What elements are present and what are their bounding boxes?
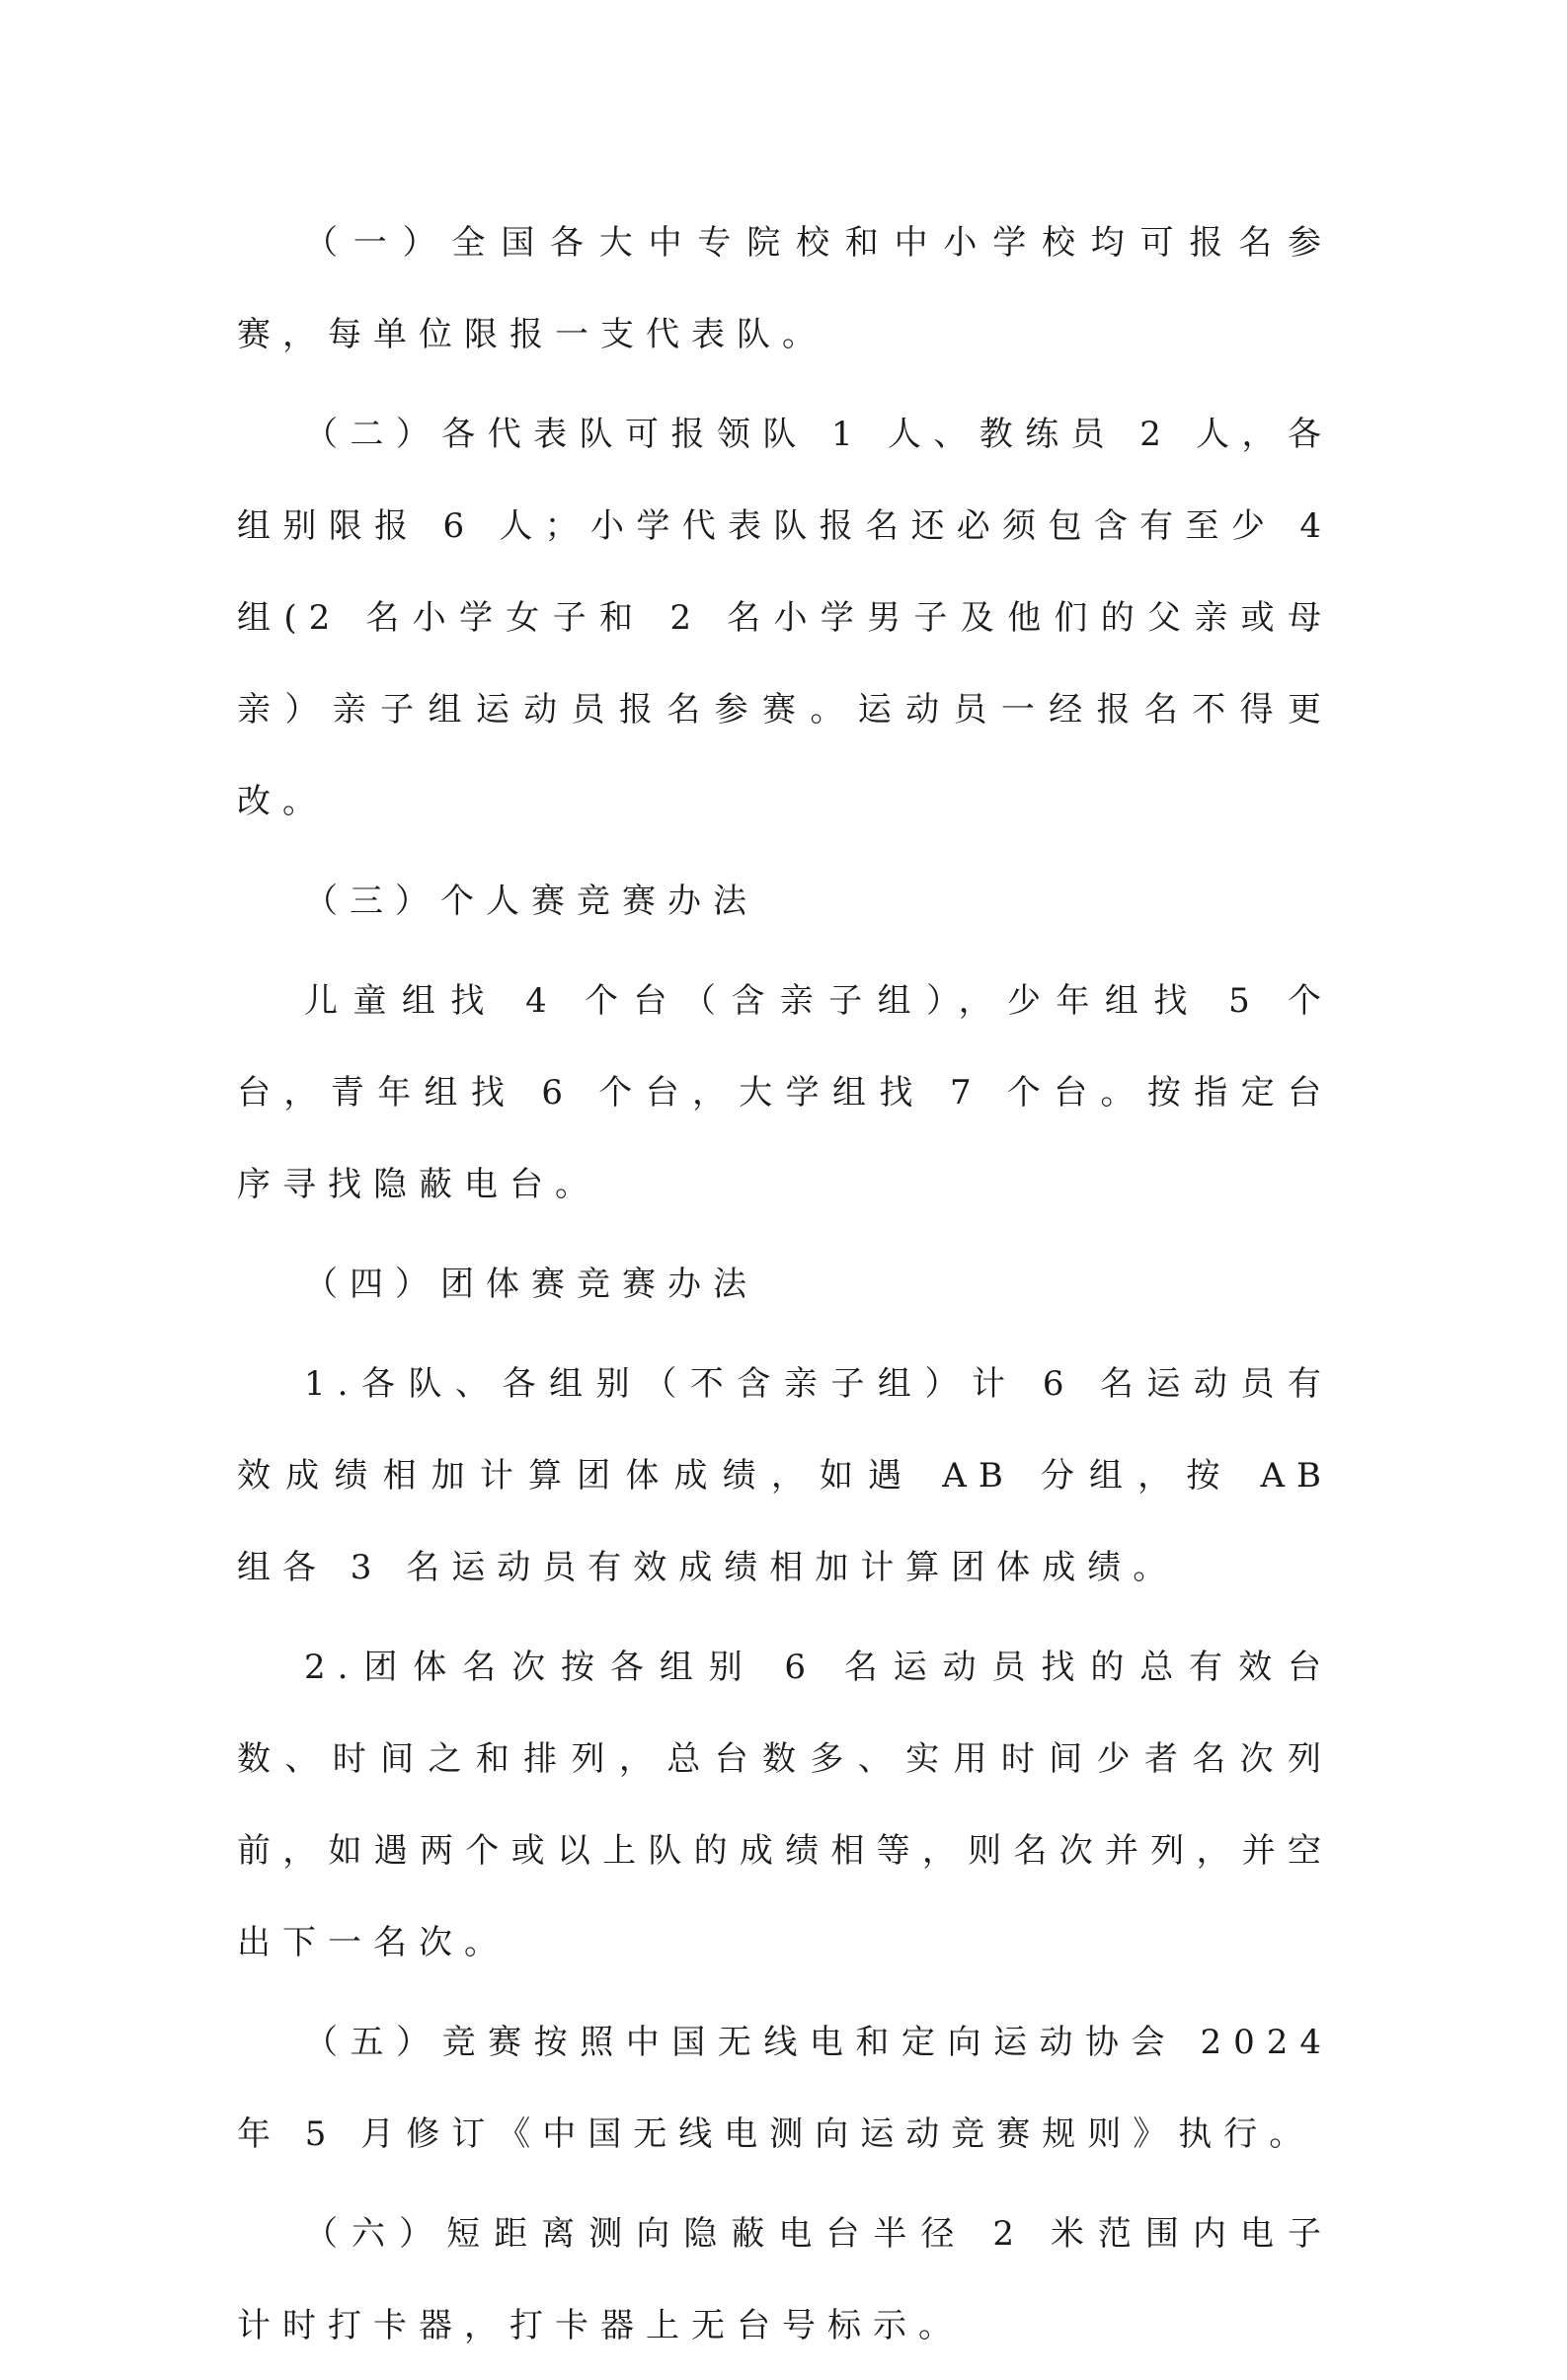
paragraph-short-distance-stations: （六）短距离测向隐蔽电台半径 2 米范围内电子计时打卡器，打卡器上无台号标示。 [237,2214,1333,2345]
paragraph-registration-eligibility: （一）全国各大中专院校和中小学校均可报名参赛，每单位限报一支代表队。 [237,223,1333,354]
heading-team-rules: （四）团体赛竞赛办法 [304,1265,758,1304]
heading-individual-rules: （三）个人赛竞赛办法 [304,882,758,921]
document-body [237,197,1333,2380]
paragraph-team-composition: （二）各代表队可报领队 1 人、教练员 2 人，各组别限报 6 人；小学代表队报名还必须包含有至少 4 组(2 名小学女子和 2 名小学男子及他们的父亲或母亲）亲子组运动员报名参赛。运动员一经报名不得更改。 [237,415,1333,821]
paragraph-team-ranking: 2.团体名次按各组别 6 名运动员找的总有效台数、时间之和排列，总台数多、实用时间少者名次列前，如遇两个或以上队的成绩相等，则名次并列，并空出下一名次。 [237,1648,1333,1962]
paragraph-competition-rules: （五）竞赛按照中国无线电和定向运动协会 2024 年 5 月修订《中国无线电测向运动竞赛规则》执行。 [237,2023,1333,2154]
paragraph-individual-rules: 儿童组找 4 个台（含亲子组），少年组找 5 个台，青年组找 6 个台，大学组找 7 个台。按指定台序寻找隐蔽电台。 [237,981,1333,1204]
paragraph-team-scoring: 1.各队、各组别（不含亲子组）计 6 名运动员有效成绩相加计算团体成绩，如遇 AB 分组，按 AB 组各 3 名运动员有效成绩相加计算团体成绩。 [237,1364,1333,1587]
